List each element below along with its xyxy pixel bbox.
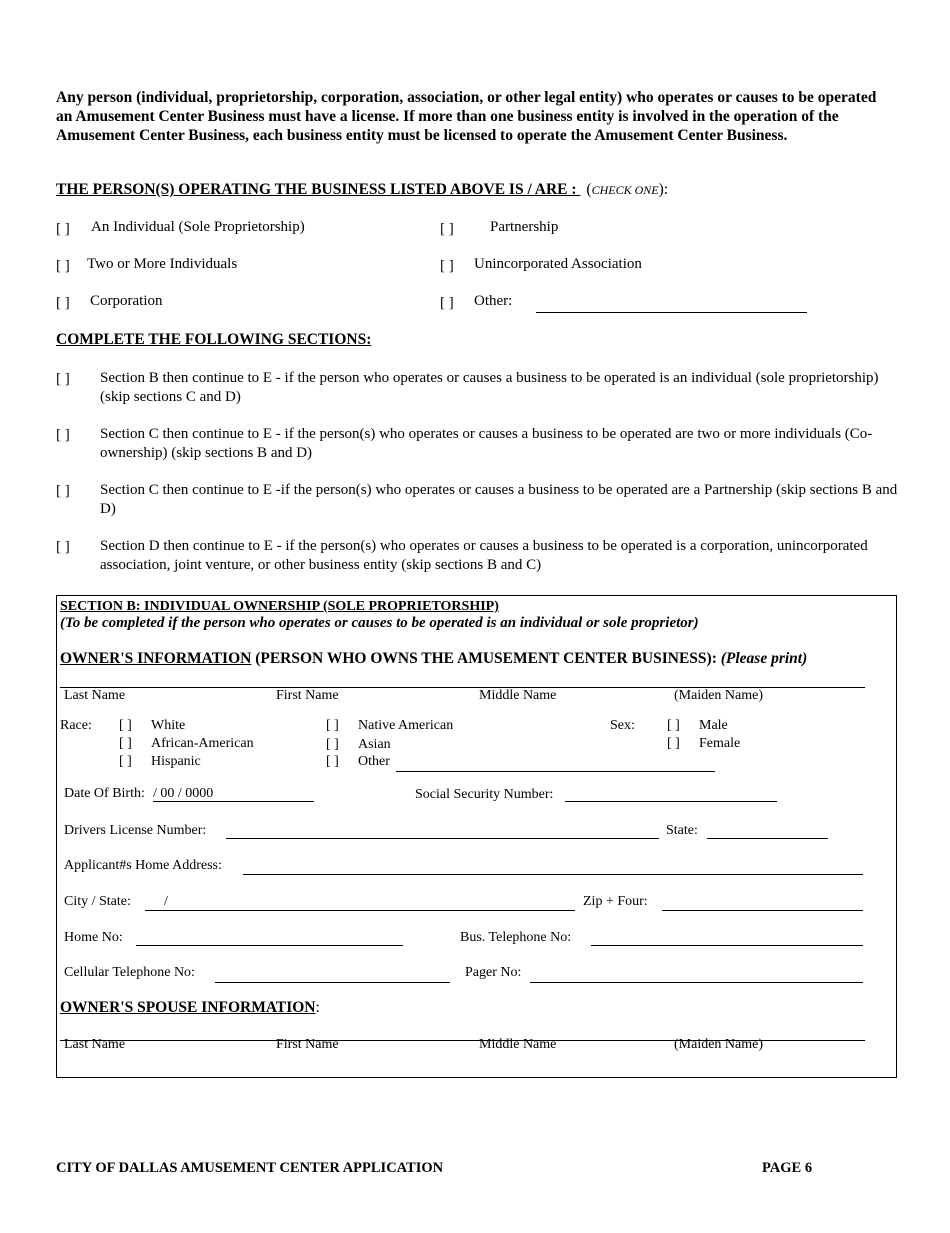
zip-label: Zip + Four: <box>583 894 648 909</box>
complete-item-section-c-individuals: Section C then continue to E - if the person(s) who operates or causes a business to be operated are two or more individuals (Co-ownership) (skip sections B and D) <box>100 426 873 461</box>
dob-value[interactable]: / 00 / 0000 <box>153 786 214 801</box>
spouse-heading: OWNER'S SPOUSE INFORMATION <box>60 999 316 1016</box>
checkbox-individual[interactable]: [ ] <box>56 221 70 237</box>
home-no-input-line[interactable] <box>136 945 403 946</box>
cellular-label: Cellular Telephone No: <box>64 965 195 980</box>
race-african-american-label: African-American <box>151 736 254 751</box>
race-native-american-label: Native American <box>358 718 454 733</box>
option-partnership: Partnership <box>490 219 559 235</box>
ssn-input-line[interactable] <box>565 801 777 802</box>
option-other: Other: <box>474 293 513 309</box>
checkbox-section-b[interactable]: [ ] <box>56 371 70 387</box>
checkbox-race-white[interactable]: [ ] <box>119 718 132 733</box>
option-corporation: Corporation <box>90 293 163 309</box>
owner-heading-rest: (PERSON WHO OWNS THE AMUSEMENT CENTER BUSINESS): <box>251 650 721 667</box>
sex-male-label: Male <box>699 718 728 733</box>
drivers-license-label: Drivers License Number: <box>64 823 207 838</box>
checkbox-two-or-more[interactable]: [ ] <box>56 258 70 274</box>
checkbox-corporation[interactable]: [ ] <box>56 295 70 311</box>
owner-heading-underlined: OWNER'S INFORMATION <box>60 650 252 667</box>
owner-middle-name-label: Middle Name <box>479 688 557 703</box>
spouse-heading-row <box>60 999 320 1017</box>
checkbox-section-d[interactable]: [ ] <box>56 539 70 555</box>
spouse-heading-colon: : <box>315 999 320 1016</box>
city-state-label: City / State: <box>64 894 131 909</box>
complete-item-section-d: Section D then continue to E - if the person(s) who operates or causes a business to be operated is a corporation, unincorporated association, joint venture, or other business entity (skip sections B and C) <box>100 538 868 573</box>
checkbox-unincorporated[interactable]: [ ] <box>440 258 454 274</box>
owner-last-name-label: Last Name <box>64 688 126 703</box>
checkbox-other[interactable]: [ ] <box>440 295 454 311</box>
other-input-line[interactable] <box>536 312 807 313</box>
spouse-middle-name-label: Middle Name <box>479 1037 557 1052</box>
please-print: (Please print) <box>720 650 808 667</box>
intro-paragraph: Any person (individual, proprietorship, corporation, association, or other legal entity) who operates or causes to be operated an Amusement Center Business must have a license. If more than one business entity is involved in the operation of the Amusement Center Business, each business entity must be licensed to operate the Amusement Center Business. <box>56 89 877 144</box>
drivers-license-input-line[interactable] <box>226 838 659 839</box>
checkbox-sex-male[interactable]: [ ] <box>667 718 680 733</box>
sex-female-label: Female <box>699 736 741 751</box>
race-white-label: White <box>151 718 186 733</box>
footer-title: CITY OF DALLAS AMUSEMENT CENTER APPLICATION <box>56 1160 444 1176</box>
city-state-input-line[interactable] <box>145 910 575 911</box>
pager-input-line[interactable] <box>530 982 863 983</box>
sex-label: Sex: <box>610 718 635 733</box>
race-label: Race: <box>60 718 92 733</box>
owner-maiden-name-label: (Maiden Name) <box>674 688 764 703</box>
home-address-input-line[interactable] <box>243 874 863 875</box>
check-one-note: CHECK ONE <box>591 183 659 197</box>
paren-open: ( <box>586 181 592 198</box>
operator-heading-row <box>56 181 668 199</box>
owner-heading <box>60 650 807 668</box>
option-two-or-more: Two or More Individuals <box>87 256 238 272</box>
city-state-value[interactable]: / <box>164 894 168 909</box>
checkbox-race-other[interactable]: [ ] <box>326 754 339 769</box>
race-hispanic-label: Hispanic <box>151 754 201 769</box>
operator-heading: THE PERSON(S) OPERATING THE BUSINESS LISTED ABOVE IS / ARE : <box>56 181 581 198</box>
bus-telephone-input-line[interactable] <box>591 945 863 946</box>
zip-input-line[interactable] <box>662 910 863 911</box>
race-other-input-line[interactable] <box>396 771 715 772</box>
dob-input-line[interactable] <box>153 801 314 802</box>
checkbox-race-hispanic[interactable]: [ ] <box>119 754 132 769</box>
state-label: State: <box>666 823 698 838</box>
cellular-input-line[interactable] <box>215 982 450 983</box>
checkbox-section-c-partnership[interactable]: [ ] <box>56 483 70 499</box>
paren-close: ): <box>658 181 669 198</box>
home-address-label: Applicant#s Home Address: <box>64 858 222 873</box>
race-asian-label: Asian <box>358 737 391 752</box>
home-no-label: Home No: <box>64 930 123 945</box>
state-input-line[interactable] <box>707 838 828 839</box>
dob-label: Date Of Birth: <box>64 786 145 801</box>
checkbox-partnership[interactable]: [ ] <box>440 221 454 237</box>
spouse-maiden-name-label: (Maiden Name) <box>674 1037 764 1052</box>
checkbox-race-african-american[interactable]: [ ] <box>119 736 132 751</box>
race-other-label: Other <box>358 754 390 769</box>
owner-first-name-label: First Name <box>276 688 339 703</box>
pager-label: Pager No: <box>465 965 522 980</box>
complete-item-section-c-partnership: Section C then continue to E -if the person(s) who operates or causes a business to be operated are a Partnership (skip sections B and D) <box>100 482 898 517</box>
spouse-last-name-label: Last Name <box>64 1037 126 1052</box>
ssn-label: Social Security Number: <box>415 787 554 802</box>
section-b-title: SECTION B: INDIVIDUAL OWNERSHIP (SOLE PROPRIETORSHIP) <box>60 599 499 614</box>
complete-heading: COMPLETE THE FOLLOWING SECTIONS: <box>56 331 372 348</box>
section-b-subtitle: (To be completed if the person who operates or causes to be operated is an individual or sole proprietor) <box>60 615 699 631</box>
checkbox-section-c-individuals[interactable]: [ ] <box>56 427 70 443</box>
complete-item-section-b: Section B then continue to E - if the person who operates or causes a business to be operated is an individual (sole proprietorship) (skip sections C and D) <box>100 370 879 405</box>
checkbox-race-native-american[interactable]: [ ] <box>326 718 339 733</box>
checkbox-sex-female[interactable]: [ ] <box>667 736 680 751</box>
page-number: PAGE 6 <box>762 1160 813 1176</box>
option-unincorporated: Unincorporated Association <box>474 256 642 272</box>
option-individual: An Individual (Sole Proprietorship) <box>91 219 305 235</box>
checkbox-race-asian[interactable]: [ ] <box>326 737 339 752</box>
bus-telephone-label: Bus. Telephone No: <box>460 930 572 945</box>
spouse-first-name-label: First Name <box>276 1037 339 1052</box>
